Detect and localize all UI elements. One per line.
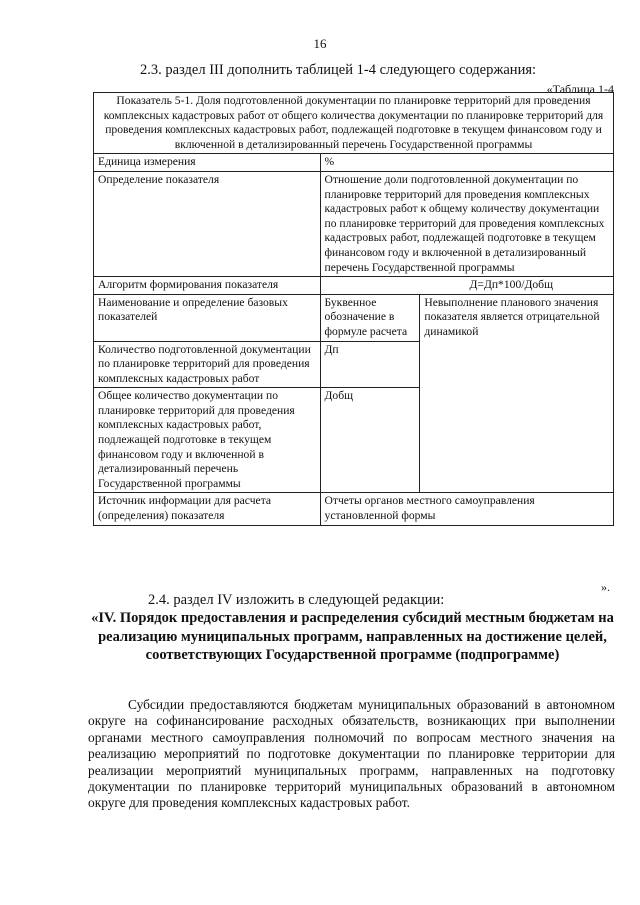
base-indicators-label: Наименование и определение базовых показателей <box>94 294 321 341</box>
algorithm-formula: Д=Дп*100/Добщ <box>320 277 613 295</box>
algorithm-label: Алгоритм формирования показателя <box>94 277 321 295</box>
base-header-row <box>94 294 614 341</box>
letter-designation-label: Буквенное обозначение в формуле расчета <box>320 294 420 341</box>
definition-label: Определение показателя <box>94 171 321 276</box>
unit-value: % <box>320 154 613 172</box>
indicator-table <box>93 92 614 526</box>
prepared-docs-symbol: Дп <box>320 341 420 388</box>
prepared-docs-label: Количество подготовленной документации по планировке территорий для проведения комплексных кадастровых работ <box>94 341 321 388</box>
subsidies-paragraph: Субсидии предоставляются бюджетам муниципальных образований в автономном округе на софинансирование расходных обязательств, возникающих при выполнении органами местного самоуправления полномочий по вопросам местного значения на реализацию мероприятий по подготовке документации по планировке территории для реализации мероприятий муниципальных программ, направленных на подготовку документации по планировке территорий муниципальных образований в автономном округе для проведения комплексных кадастровых работ. <box>88 697 615 811</box>
section-4-title: «IV. Порядок предоставления и распределения субсидий местным бюджетам на реализацию муниципальных программ, направленных на достижение целей, соответствующих Государственной программе (подпрограмме) <box>91 610 614 663</box>
table-header-row <box>94 93 614 154</box>
total-docs-label: Общее количество документации по планировке территорий для проведения комплексных кадастровых работ, подлежащей подготовке в текущем финансовом году и включенной в детализированный перечень Государственной программы <box>94 388 321 493</box>
algorithm-row <box>94 277 614 295</box>
page-number: 16 <box>313 36 327 51</box>
dynamics-note: Невыполнение планового значения показателя является отрицательной динамикой <box>420 294 614 493</box>
intro-line: 2.3. раздел III дополнить таблицей 1-4 следующего содержания: <box>140 62 537 78</box>
unit-row <box>94 154 614 172</box>
source-label: Источник информации для расчета (определения) показателя <box>94 493 321 525</box>
source-value: Отчеты органов местного самоуправления установленной формы <box>320 493 613 525</box>
definition-row <box>94 171 614 276</box>
section-2-4-line: 2.4. раздел IV изложить в следующей редакции: <box>148 592 445 608</box>
table-closing-quote: ». <box>601 580 610 594</box>
table-caption: «Таблица 1-4 <box>546 82 614 96</box>
source-row <box>94 493 614 525</box>
unit-label: Единица измерения <box>94 154 321 172</box>
total-docs-symbol: Добщ <box>320 388 420 493</box>
indicator-title: Показатель 5-1. Доля подготовленной документации по планировке территорий для проведения комплексных кадастровых работ от общего количества документации по планировке территорий для проведения комплексных кадастровых работ, подлежащей подготовке в текущем финансовом году и включенной в детализированный перечень Государственной программы <box>94 93 614 154</box>
definition-value: Отношение доли подготовленной документации по планировке территорий для проведения комплексных кадастровых работ к общему количеству документации по планировке территорий для проведения комплексных кадастровых работ, подлежащей подготовке в текущем финансовом году и включенной в детализированный перечень Государственной программы <box>320 171 613 276</box>
